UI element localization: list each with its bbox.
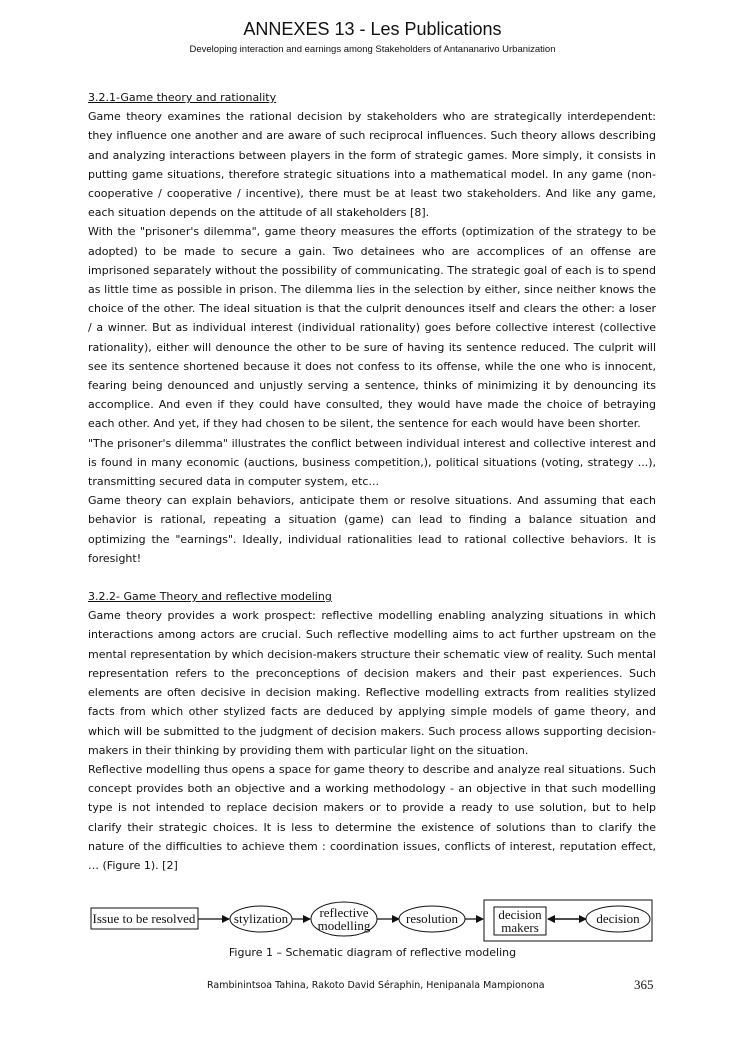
reflective-modeling-diagram (88, 899, 656, 945)
paragraph: Reflective modelling thus opens a space for game theory to describe and analyze real situations. Such concept provides both an objective and a working methodology - an objective in that such modelling type is not intended to replace decision makers or to provide a ready to use solution, but to help clarify their strategic choices. It is less to determine the existence of solutions than to clarify the nature of the difficulties to achieve them : coordination issues, conflicts of interest, reputation effect, … (Figure 1). [2] (88, 762, 656, 872)
article-body (88, 88, 656, 875)
section-heading-3-2-1: 3.2.1-Game theory and rationality (88, 91, 277, 104)
resolution-label: resolution (406, 911, 458, 926)
running-header-title: ANNEXES 13 - Les Publications (243, 19, 502, 39)
decision-label: decision (596, 911, 640, 926)
reflective-label: reflective (319, 905, 369, 920)
decision-makers-label-1: decision (498, 907, 542, 922)
section-spacer (88, 568, 656, 587)
footer-authors: Rambinintsoa Tahina, Rakoto David Séraphin, Henipanala Mampionona (207, 980, 545, 991)
modelling-label: modelling (317, 918, 371, 933)
decision-makers-label-2: makers (501, 920, 539, 935)
paragraph: Game theory can explain behaviors, anticipate them or resolve situations. And assuming that each behavior is rational, repeating a situation (game) can lead to finding a balance situation and optimizing the "earnings". Ideally, individual rationalities lead to rational collective behaviors. It is foresight! (88, 494, 656, 565)
figure-caption: Figure 1 – Schematic diagram of reflective modeling (228, 946, 517, 959)
running-header-subtitle: Developing interaction and earnings among Stakeholders of Antananarivo Urbanization (189, 44, 556, 55)
page-number: 365 (634, 977, 654, 992)
paragraph: Game theory examines the rational decision by stakeholders who are strategically interdependent: they influence one another and are aware of such reciprocal influences. Such theory allows describing and analyzing interactions between players in the form of strategic games. More simply, it consists in putting game situations, therefore strategic situations into a mathematical model. In any game (non-cooperative / cooperative / incentive), there must be at least two stakeholders. And like any game, each situation depends on the attitude of all stakeholders [8]. (88, 110, 656, 220)
stylization-label: stylization (233, 911, 289, 926)
paragraph: "The prisoner's dilemma" illustrates the conflict between individual interest and collective interest and is found in many economic (auctions, business competition,), political situations (voting, strategy ...), transmitting secured data in computer system, etc... (88, 436, 656, 489)
issue-label: Issue to be resolved (92, 911, 196, 926)
paragraph: Game theory provides a work prospect: reflective modelling enabling analyzing situations in which interactions among actors are crucial. Such reflective modelling aims to act further upstream on the mental representation by which decision-makers structure their schematic view of reality. Such mental representation refers to the preconceptions of decision makers and their past experiences. Such elements are often decisive in decision making. Reflective modelling extracts from realities stylized facts from which other stylized facts are deduced by applying simple models of game theory, and which will be submitted to the judgment of decision makers. Such process allows supporting decision-makers in their thinking by providing them with particular light on the situation. (88, 609, 656, 757)
paragraph: With the "prisoner's dilemma", game theory measures the efforts (optimization of the strategy to be adopted) to be made to secure a gain. Two detainees who are accomplices of an offense are imprisoned separately without the possibility of communicating. The strategic goal of each is to spend as little time as possible in prison. The dilemma lies in the selection by either, since neither knows the choice of the other. The ideal situation is that the culprit denounces itself and clears the other: a loser / a winner. But as individual interest (individual rationality) goes before collective interest (collective rationality), either will denounce the other to be sure of having its sentence reduced. The culprit will see its sentence shortened because it does not confess to its offense, while the one who is innocent, fearing being denounced and unjustly serving a sentence, thinks of minimizing it by denouncing its accomplice. And even if they could have consulted, they would have made the choice of betraying each other. And yet, if they had chosen to be silent, the sentence for each would have been shorter. (88, 225, 656, 431)
section-heading-3-2-2: 3.2.2- Game Theory and reflective modeling (88, 590, 332, 604)
